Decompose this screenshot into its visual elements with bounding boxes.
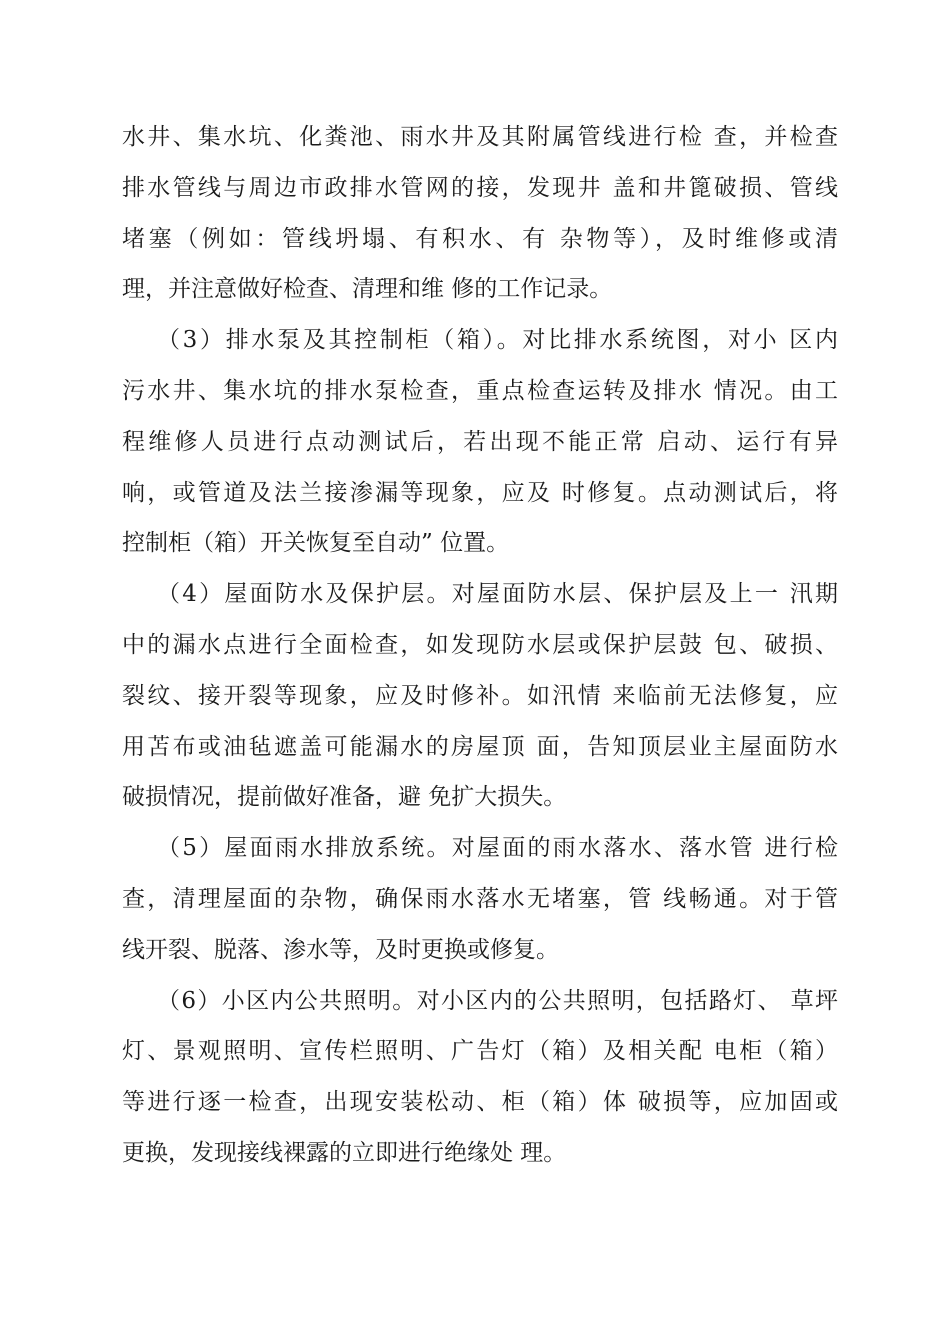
text-line: 裂纹、接开裂等现象，应及时修补。如汛情 来临前无法修复，应 <box>122 682 838 709</box>
text-line: （6）小区内公共照明。对小区内的公共照明，包括路灯、 草坪 <box>157 987 838 1014</box>
text-line: 中的漏水点进行全面检查，如发现防水层或保护层鼓 包、破损、 <box>122 631 838 658</box>
text-line: （4）屋面防水及保护层。对屋面防水层、保护层及上一 汛期 <box>157 581 838 608</box>
text-line: 用苫布或油毡遮盖可能漏水的房屋顶 面，告知顶层业主屋面防水 <box>122 733 838 760</box>
paragraph-4-roof-waterproofing <box>122 569 838 823</box>
paragraph-6-public-lighting <box>122 976 838 1179</box>
document-body <box>122 112 838 1179</box>
text-line: 堵塞（例如：管线坍塌、有积水、有 杂物等），及时维修或清 <box>122 225 838 252</box>
text-line: 控制柜（箱）开关恢复至自动” 位置。 <box>122 530 510 557</box>
text-line: 更换，发现接线裸露的立即进行绝缘处 理。 <box>122 1139 567 1166</box>
text-line: 排水管线与周边市政排水管网的接，发现井 盖和井篦破损、管线 <box>122 174 838 201</box>
text-line: 线开裂、脱落、渗水等，及时更换或修复。 <box>122 936 559 963</box>
text-line: 查，清理屋面的杂物，确保雨水落水无堵塞，管 线畅通。对于管 <box>122 885 838 912</box>
paragraph-continued <box>122 112 838 315</box>
text-line: 程维修人员进行点动测试后，若出现不能正常 启动、运行有异 <box>122 428 838 455</box>
text-line: 理，并注意做好检查、清理和维 修的工作记录。 <box>122 276 613 303</box>
text-line: 水井、集水坑、化粪池、雨水井及其附属管线进行检 查，并检查 <box>122 124 838 150</box>
text-line: （5）屋面雨水排放系统。对屋面的雨水落水、落水管 进行检 <box>157 835 838 862</box>
text-line: 等进行逐一检查，出现安装松动、柜（箱）体 破损等，应加固或 <box>122 1089 838 1116</box>
text-line: 响，或管道及法兰接渗漏等现象，应及 时修复。点动测试后，将 <box>122 479 838 506</box>
text-line: 破损情况，提前做好准备，避 免扩大损失。 <box>122 784 567 811</box>
paragraph-5-roof-drainage <box>122 823 838 975</box>
paragraph-3-drain-pump <box>122 315 838 569</box>
text-line: （3）排水泵及其控制柜（箱）。对比排水系统图，对小 区内 <box>157 327 838 354</box>
text-line: 灯、景观照明、宣传栏照明、广告灯（箱）及相关配 电柜（箱） <box>122 1038 838 1065</box>
text-line: 污水井、集水坑的排水泵检查，重点检查运转及排水 情况。由工 <box>122 377 838 404</box>
